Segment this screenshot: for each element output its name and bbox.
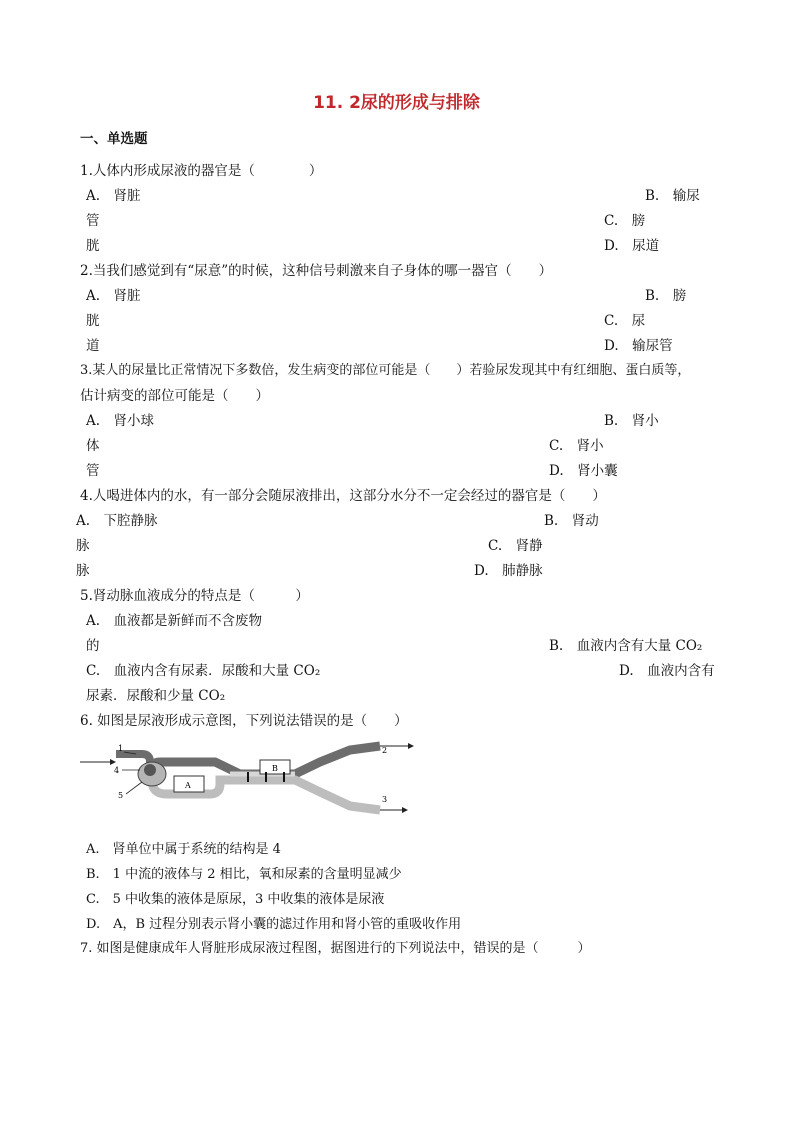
outflow-arrow-3-head [402,807,408,813]
question-1-option-a[interactable]: A. 肾脏 [86,188,141,204]
question-2-option-a[interactable]: A. 肾脏 [86,288,141,304]
question-6-option-b[interactable]: B. 1 中流的液体与 2 相比，氧和尿素的含量明显减少 [86,867,402,882]
question-5-option-a[interactable]: A. 血液都是新鲜而不含废物 [86,613,263,629]
question-2-option-c-wrap: 道 [86,338,100,354]
urine-formation-diagram [80,740,420,822]
question-4-option-d[interactable]: D. 肺静脉 [474,563,543,579]
question-5-option-a-wrap: 的 [86,638,100,654]
diagram-label-4: 4 [114,766,120,775]
question-6-option-a[interactable]: A. 肾单位中属于系统的结构是 4 [86,842,281,857]
question-3-option-b-wrap: 体 [86,438,100,454]
question-1-option-b[interactable]: B. 输尿 [645,188,700,204]
question-5-option-d[interactable]: D. 血液内含有 [619,663,715,679]
question-4-option-a[interactable]: A. 下腔静脉 [76,513,158,529]
question-4-option-c-wrap: 脉 [76,563,90,579]
question-1-stem: 1.人体内形成尿液的器官是（ ） [80,163,323,179]
diagram-label-b: B [272,764,278,773]
question-5-option-b[interactable]: B. 血液内含有大量 CO₂ [549,638,703,654]
question-3-option-a[interactable]: A. 肾小球 [86,413,155,429]
question-1-option-c[interactable]: C. 膀 [604,213,646,229]
question-1-option-d[interactable]: D. 尿道 [604,238,660,254]
question-6-stem: 6. 如图是尿液形成示意图，下列说法错误的是（ ） [80,713,408,729]
glomerulus [144,764,156,776]
question-2-option-b-wrap: 胱 [86,313,100,329]
question-2-option-b[interactable]: B. 膀 [645,288,687,304]
question-3-option-b[interactable]: B. 肾小 [604,413,659,429]
diagram-label-5: 5 [118,791,124,800]
question-2-stem: 2.当我们感觉到有“尿意”的时候，这种信号刺激来自子身体的哪一器官（ ） [80,263,553,279]
question-4-option-c[interactable]: C. 肾静 [488,538,543,554]
question-6-option-d[interactable]: D. A，B 过程分别表示肾小囊的滤过作用和肾小管的重吸收作用 [86,917,462,932]
question-1-option-b-wrap: 管 [86,213,100,229]
diagram-label-a: A [185,781,191,790]
question-3-option-c-wrap: 管 [86,463,100,479]
page-title: 11. 2尿的形成与排除 [313,93,480,113]
question-3-option-d[interactable]: D. 肾小囊 [549,463,618,479]
question-6-option-c[interactable]: C. 5 中收集的液体是原尿，3 中收集的液体是尿液 [86,892,385,907]
question-2-option-c[interactable]: C. 尿 [604,313,646,329]
diagram-label-3: 3 [382,795,388,804]
question-4-option-b[interactable]: B. 肾动 [544,513,599,529]
question-4-option-b-wrap: 脉 [76,538,90,554]
question-3-stem-line-1: 3.某人的尿量比正常情况下多数倍，发生病变的部位可能是（ ）若验尿发现其中有红细胞、蛋白质等， [80,363,691,378]
question-3-option-c[interactable]: C. 肾小 [549,438,604,454]
question-4-stem: 4.人喝进体内的水，有一部分会随尿液排出，这部分水分不一定会经过的器官是（ ） [80,488,606,504]
inflow-arrow-head [110,759,116,765]
diagram-label-1: 1 [118,744,124,753]
outflow-arrow-2-head [408,743,414,749]
diagram-label-2: 2 [382,746,388,755]
question-5-option-c[interactable]: C. 血液内含有尿素．尿酸和大量 CO₂ [86,663,321,679]
question-3-stem-line-2: 估计病变的部位可能是（ ） [80,388,269,404]
question-5-stem: 5.肾动脉血液成分的特点是（ ） [80,588,309,604]
question-2-option-d[interactable]: D. 输尿管 [604,338,673,354]
question-1-option-c-wrap: 胱 [86,238,100,254]
leader-line-5 [126,782,142,794]
section-heading: 一、单选题 [80,131,148,147]
question-5-option-d-wrap: 尿素．尿酸和少量 CO₂ [86,688,226,704]
question-7-stem: 7. 如图是健康成年人肾脏形成尿液过程图，据图进行的下列说法中，错误的是（ ） [80,941,591,956]
